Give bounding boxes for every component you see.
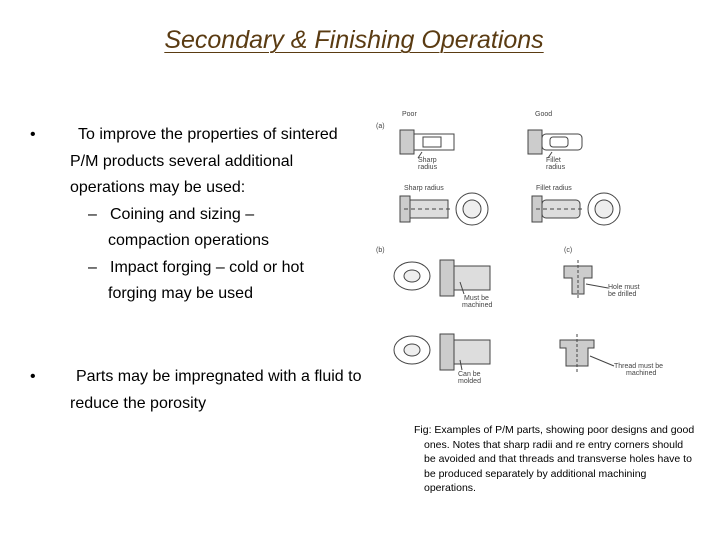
bullet-marker: • (30, 126, 36, 143)
part-flange (440, 260, 454, 296)
label-thread-must-be-machined: machined (626, 370, 657, 377)
bullet-text: To improve the properties of sintered P/M products several additional operations may be used: (70, 126, 338, 196)
label-fillet-radius: Fillet (546, 157, 561, 164)
leader-line (590, 356, 614, 366)
label-fillet-radius-inline: Fillet radius (536, 185, 572, 192)
bullet-text: Parts may be impregnated with a fluid to reduce the porosity (70, 368, 362, 412)
label-hole-must-be-drilled: Hole must (608, 284, 640, 291)
label-good: Good (535, 111, 553, 118)
part-section (560, 340, 594, 366)
bullet-list (30, 122, 340, 308)
label-c: (c) (564, 247, 573, 254)
label-fillet-radius: radius (546, 164, 566, 171)
part-body (454, 340, 490, 364)
part-flange (440, 334, 454, 370)
part-flange-bore (404, 344, 420, 356)
poor-part-body (414, 134, 454, 150)
bullet-item (30, 364, 380, 417)
leader-line (586, 284, 608, 288)
label-must-be-machined: Must be (464, 295, 489, 302)
slide-title: Secondary & Finishing Operations (164, 26, 544, 54)
label-must-be-machined: machined (462, 302, 493, 309)
good-part-body (542, 134, 582, 150)
poor-part-flange (400, 130, 414, 154)
part-end-view-bore (463, 200, 481, 218)
sub-bullet-item (30, 255, 340, 308)
pm-parts-figure (368, 100, 698, 410)
sub-bullet-marker: – (88, 258, 97, 276)
sub-bullet-text: Impact forging – cold or hot forging may be used (108, 258, 304, 302)
label-hole-must-be-drilled: be drilled (608, 291, 637, 298)
sub-bullet-marker: – (88, 205, 97, 223)
label-a: (a) (376, 123, 385, 130)
label-can-be-molded: molded (458, 378, 481, 385)
figure-caption: Fig: Examples of P/M parts, showing poor designs and good ones. Notes that sharp radii and re entry corners should be avoided and that threads and transverse holes have to be produced separately by additional machining operations. (414, 424, 695, 494)
part-end-view-bore (595, 200, 613, 218)
label-sharp-radius: radius (418, 164, 438, 171)
label-poor: Poor (402, 111, 417, 118)
label-sharp-radius: Sharp (418, 157, 437, 164)
label-sharp-radius-inline: Sharp radius (404, 185, 444, 192)
good-part-flange (528, 130, 542, 154)
part-flange-bore (404, 270, 420, 282)
label-can-be-molded: Can be (458, 371, 481, 378)
label-thread-must-be-machined: Thread must be (614, 363, 664, 370)
sub-bullet-item (30, 202, 340, 255)
sub-bullet-text: Coining and sizing – compaction operations (108, 205, 269, 249)
part-body (454, 266, 490, 290)
bullet-marker: • (30, 368, 36, 385)
label-b: (b) (376, 247, 385, 254)
bullet-item (30, 122, 340, 202)
